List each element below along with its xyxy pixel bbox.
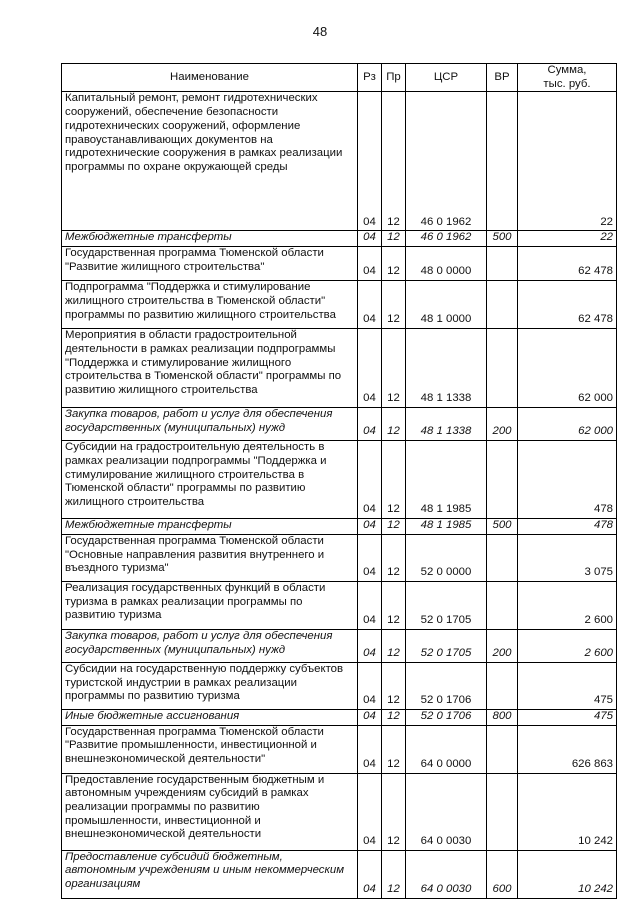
table-row [62, 662, 617, 709]
row-name: Закупка товаров, работ и услуг для обеспечения государственных (муниципальных) нужд [62, 629, 358, 662]
row-pr: 12 [382, 725, 406, 773]
row-sum: 2 600 [518, 581, 617, 629]
row-sum: 62 000 [518, 329, 617, 408]
row-vr [487, 662, 518, 709]
row-pr: 12 [382, 408, 406, 441]
row-csr: 48 1 1338 [406, 329, 487, 408]
row-name: Иные бюджетные ассигнования [62, 709, 358, 725]
row-vr: 600 [487, 850, 518, 898]
row-pr: 12 [382, 850, 406, 898]
row-rz: 04 [358, 329, 382, 408]
row-csr: 52 0 0000 [406, 534, 487, 581]
header-sum [518, 64, 617, 92]
table-row [62, 329, 617, 408]
table-row [62, 408, 617, 441]
row-rz: 04 [358, 92, 382, 231]
row-name: Межбюджетные трансферты [62, 231, 358, 247]
row-pr: 12 [382, 92, 406, 231]
header-sum-line2: тыс. руб. [543, 77, 591, 90]
table-row [62, 534, 617, 581]
row-name: Субсидии на градостроительную деятельность в рамках реализации подпрограммы "Поддержка и стимулирование жилищного строительства в Тюменской области" программы по развитию жилищного строительства [62, 441, 358, 519]
row-csr: 48 0 0000 [406, 247, 487, 281]
table-row [62, 629, 617, 662]
row-vr [487, 725, 518, 773]
row-vr: 500 [487, 231, 518, 247]
table-row [62, 92, 617, 231]
row-pr: 12 [382, 441, 406, 519]
row-csr: 46 0 1962 [406, 231, 487, 247]
row-vr [487, 247, 518, 281]
table-row [62, 441, 617, 519]
row-vr [487, 773, 518, 850]
row-sum: 626 863 [518, 725, 617, 773]
row-name: Предоставление государственным бюджетным и автономным учреждениям субсидий в рамках реализации программы по развитию промышленности, инвестиционной и внешнеэкономической деятельности [62, 773, 358, 850]
row-rz: 04 [358, 662, 382, 709]
row-rz: 04 [358, 441, 382, 519]
header-pr: Пр [382, 64, 406, 92]
row-rz: 04 [358, 281, 382, 329]
row-rz: 04 [358, 408, 382, 441]
row-rz: 04 [358, 247, 382, 281]
table-row [62, 281, 617, 329]
row-csr: 52 0 1706 [406, 662, 487, 709]
row-csr: 64 0 0030 [406, 850, 487, 898]
row-csr: 64 0 0030 [406, 773, 487, 850]
row-vr: 800 [487, 709, 518, 725]
row-csr: 48 1 0000 [406, 281, 487, 329]
row-sum: 10 242 [518, 773, 617, 850]
row-rz: 04 [358, 534, 382, 581]
row-pr: 12 [382, 773, 406, 850]
row-sum: 62 000 [518, 408, 617, 441]
row-csr: 46 0 1962 [406, 92, 487, 231]
row-name: Капитальный ремонт, ремонт гидротехнических сооружений, обеспечение безопасности гидротехнических сооружений, оформление правоустанавливающих документов на гидротехнические сооружения в рамках реализации программы по охране окружающей среды [62, 92, 358, 231]
row-csr: 52 0 1706 [406, 709, 487, 725]
row-pr: 12 [382, 281, 406, 329]
row-name: Реализация государственных функций в области туризма в рамках реализации программы по развитию туризма [62, 581, 358, 629]
row-sum: 478 [518, 441, 617, 519]
row-rz: 04 [358, 629, 382, 662]
row-name: Государственная программа Тюменской области "Развитие жилищного строительства" [62, 247, 358, 281]
table-row [62, 247, 617, 281]
row-sum: 10 242 [518, 850, 617, 898]
row-sum: 22 [518, 92, 617, 231]
row-name: Государственная программа Тюменской области "Развитие промышленности, инвестиционной и внешнеэкономической деятельности" [62, 725, 358, 773]
row-rz: 04 [358, 709, 382, 725]
row-rz: 04 [358, 581, 382, 629]
table-row [62, 725, 617, 773]
row-name: Предоставление субсидий бюджетным, автономным учреждениям и иным некоммерческим организациям [62, 850, 358, 898]
row-vr [487, 581, 518, 629]
row-name: Субсидии на государственную поддержку субъектов туристской индустрии в рамках реализации программы по развитию туризма [62, 662, 358, 709]
row-vr: 500 [487, 519, 518, 535]
header-rz: Рз [358, 64, 382, 92]
table-row [62, 519, 617, 535]
table-row [62, 850, 617, 898]
table-row [62, 231, 617, 247]
row-pr: 12 [382, 231, 406, 247]
row-sum: 62 478 [518, 281, 617, 329]
table-row [62, 773, 617, 850]
row-sum: 475 [518, 709, 617, 725]
budget-table [61, 63, 617, 899]
row-sum: 475 [518, 662, 617, 709]
header-csr: ЦСР [406, 64, 487, 92]
row-csr: 52 0 1705 [406, 581, 487, 629]
row-vr: 200 [487, 629, 518, 662]
row-rz: 04 [358, 850, 382, 898]
row-pr: 12 [382, 662, 406, 709]
row-name: Мероприятия в области градостроительной деятельности в рамках реализации подпрограммы "Поддержка и стимулирование жилищного строительства в Тюменской области" программы по развитию жилищного строительства [62, 329, 358, 408]
row-csr: 48 1 1985 [406, 441, 487, 519]
row-pr: 12 [382, 629, 406, 662]
row-name: Подпрограмма "Поддержка и стимулирование жилищного строительства в Тюменской области" программы по развитию жилищного строительства [62, 281, 358, 329]
row-sum: 22 [518, 231, 617, 247]
row-vr [487, 92, 518, 231]
table-row [62, 709, 617, 725]
row-vr: 200 [487, 408, 518, 441]
row-sum: 3 075 [518, 534, 617, 581]
row-rz: 04 [358, 725, 382, 773]
row-rz: 04 [358, 773, 382, 850]
row-rz: 04 [358, 231, 382, 247]
row-vr [487, 534, 518, 581]
row-csr: 48 1 1985 [406, 519, 487, 535]
row-sum: 2 600 [518, 629, 617, 662]
row-csr: 52 0 1705 [406, 629, 487, 662]
row-name: Закупка товаров, работ и услуг для обеспечения государственных (муниципальных) нужд [62, 408, 358, 441]
row-sum: 62 478 [518, 247, 617, 281]
header-row [62, 64, 617, 92]
row-pr: 12 [382, 329, 406, 408]
row-pr: 12 [382, 534, 406, 581]
header-vr: ВР [487, 64, 518, 92]
header-sum-line1: Сумма, [547, 64, 587, 76]
header-name: Наименование [62, 64, 358, 92]
row-pr: 12 [382, 519, 406, 535]
row-name: Государственная программа Тюменской области "Основные направления развития внутреннего и въездного туризма" [62, 534, 358, 581]
row-name: Межбюджетные трансферты [62, 519, 358, 535]
row-rz: 04 [358, 519, 382, 535]
row-vr [487, 281, 518, 329]
row-pr: 12 [382, 247, 406, 281]
row-pr: 12 [382, 581, 406, 629]
table-row [62, 581, 617, 629]
row-sum: 478 [518, 519, 617, 535]
row-vr [487, 441, 518, 519]
row-csr: 64 0 0000 [406, 725, 487, 773]
row-csr: 48 1 1338 [406, 408, 487, 441]
row-vr [487, 329, 518, 408]
page-number: 48 [312, 24, 328, 39]
row-pr: 12 [382, 709, 406, 725]
